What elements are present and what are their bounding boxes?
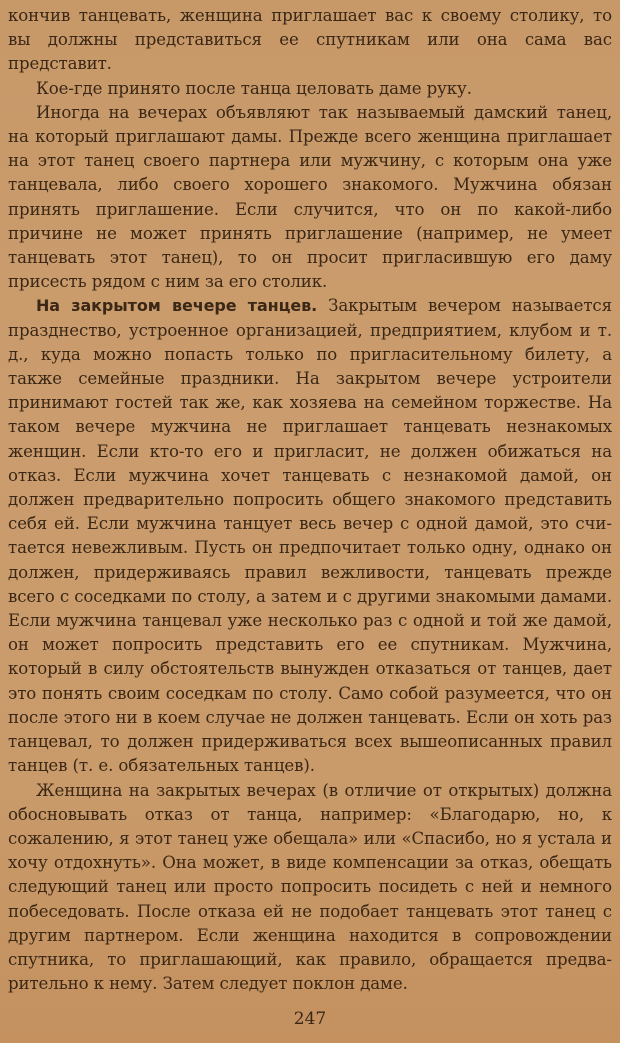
paragraph-5: Женщина на закрытых вечерах (в отличие от открытых) должна обосновывать отказ от танца, например: «Благодарю, но, к сожалению, я этот танец уже обещала» или «Спасибо, но я устала и хочу отдохнуть». Она может, в виде компенсации за отказ, обещать следующий танец или просто попросить посидеть с ней и немного побеседовать. После отказа ей не подобает танцевать этот танец с другим партнером. Если женщина находится в сопровождении спутника, то приглашающий, как правило, обращается предварительно к нему. Затем следует поклон даме. xyxy=(8,780,612,994)
page-number: 247 xyxy=(293,1009,327,1029)
paragraph-1: кончив танцевать, женщина приглашает вас к своему столику, то вы должны представиться ее спутникам или она сама вас представит. xyxy=(8,6,612,74)
paragraph-4 xyxy=(8,294,612,778)
paragraph-4-text: Закрытым вечером называется празднество, устроенное организацией, предприятием, клубом и т. д., куда можно попасть только по пригласительному билету, а также семейные праздники. На закрытом вечере устроители принимают гостей так же, как хозяева на семейном торжестве. На таком вечере мужчина не приглашает танцевать незнакомых женщин. Если кто-то его и пригласит, не должен обижаться на отказ. Если мужчина хочет танцевать с незнакомой дамой, он должен предварительно попросить общего знакомого представить себя ей. Если мужчина танцует весь вечер с одной дамой, это считается невежливым. Пусть он предпочитает только одну, однако он должен, придерживаясь правил вежливости, танцевать прежде всего с соседками по столу, а затем и с другими знакомыми дамами. Если мужчина танцевал уже несколько раз с одной и той же дамой, он может попросить представить его ее спутникам. Мужчина, который в силу обстоятельств вынужден отказаться от танцев, дает это понять своим соседкам по столу. Само собой разумеется, что он после этого ни в коем случае не должен танцевать. Если он хоть раз танцевал, то должен придерживаться всех вышеописанных правил танцев (т. е. обязательных танцев). xyxy=(8,296,612,776)
section-heading: На закрытом вечере танцев. xyxy=(36,296,318,316)
paragraph-3: Иногда на вечерах объявляют так называемый дамский танец, на который приглашают дамы. Прежде всего женщина приглашает на этот танец своего партнера или мужчину, с которым она уже танцевала, либо своего хорошего знакомого. Мужчина обязан принять приглашение. Если случится, что он по какой-либо причине не может принять приглашение (например, не умеет танцевать этот танец), то он просит пригласившую его даму присесть рядом с ним за его столик. xyxy=(8,102,612,292)
paragraph-2: Кое-где принято после танца целовать даме руку. xyxy=(36,78,472,98)
body-text xyxy=(8,4,612,996)
